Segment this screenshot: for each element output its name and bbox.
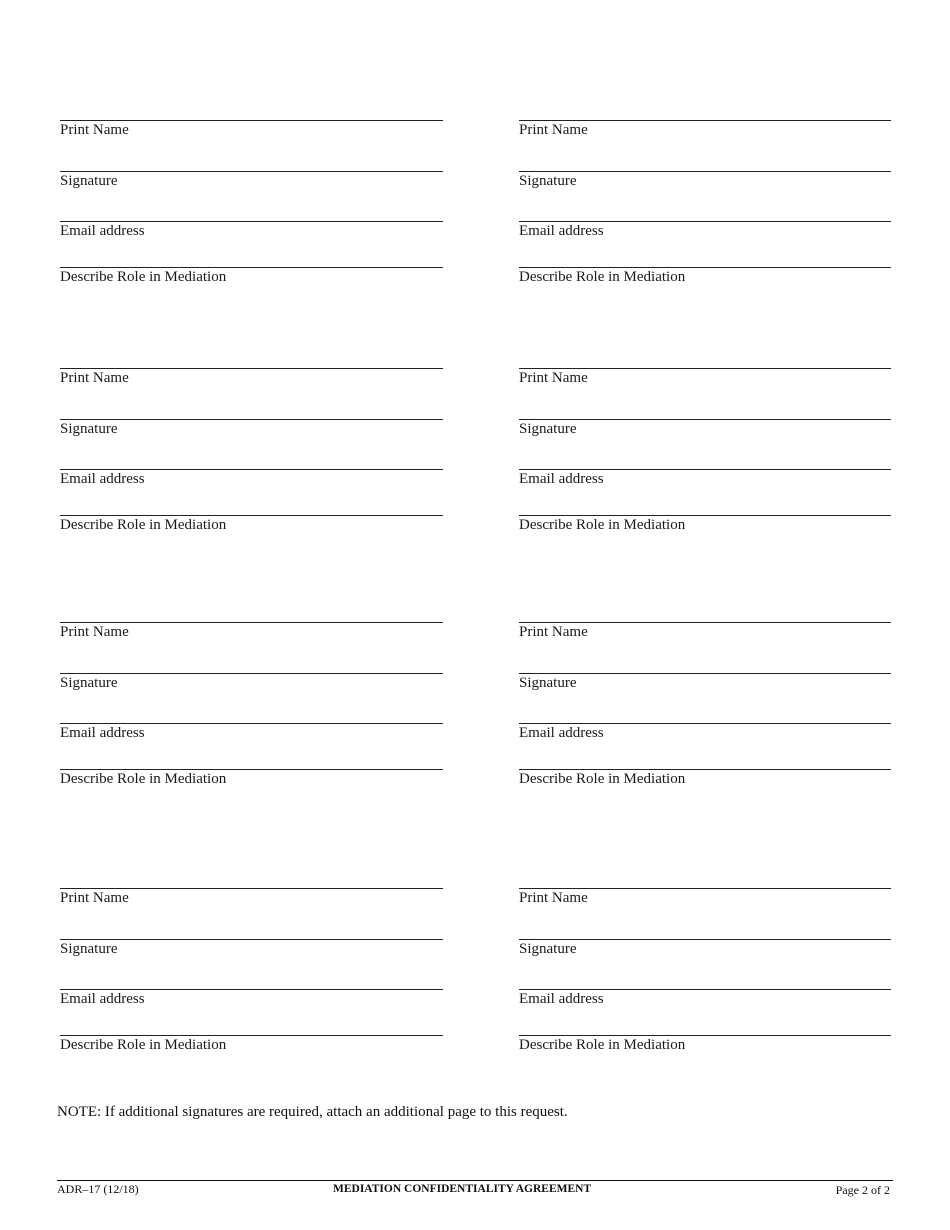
role-label: Describe Role in Mediation (60, 517, 227, 533)
print-name-label: Print Name (519, 624, 588, 640)
signature-line[interactable] (519, 419, 891, 437)
print-name-label: Print Name (519, 122, 588, 138)
role-label: Describe Role in Mediation (60, 1037, 227, 1053)
role-line[interactable] (60, 769, 443, 787)
email-label: Email address (60, 223, 145, 239)
email-line[interactable] (60, 723, 443, 741)
signature-label: Signature (519, 675, 577, 691)
email-line[interactable] (519, 989, 891, 1007)
email-line[interactable] (519, 469, 891, 487)
email-label: Email address (519, 223, 604, 239)
footer-title: MEDIATION CONFIDENTIALITY AGREEMENT (333, 1183, 592, 1195)
signature-label: Signature (519, 421, 577, 437)
email-line[interactable] (60, 989, 443, 1007)
role-label: Describe Role in Mediation (519, 517, 686, 533)
signature-label: Signature (60, 173, 118, 189)
form-number: ADR–17 (12/18) (57, 1182, 139, 1196)
role-line[interactable] (60, 1035, 443, 1053)
print-name-line[interactable] (60, 622, 443, 640)
email-line[interactable] (60, 221, 443, 239)
role-line[interactable] (519, 515, 891, 533)
email-line[interactable] (519, 723, 891, 741)
signature-line[interactable] (519, 673, 891, 691)
signature-label: Signature (519, 173, 577, 189)
role-line[interactable] (519, 267, 891, 285)
role-label: Describe Role in Mediation (60, 771, 227, 787)
email-label: Email address (519, 725, 604, 741)
email-line[interactable] (60, 469, 443, 487)
email-label: Email address (60, 991, 145, 1007)
signature-line[interactable] (60, 673, 443, 691)
role-line[interactable] (60, 267, 443, 285)
signature-label: Signature (60, 941, 118, 957)
signature-line[interactable] (60, 419, 443, 437)
email-line[interactable] (519, 221, 891, 239)
email-label: Email address (60, 725, 145, 741)
print-name-line[interactable] (519, 888, 891, 906)
role-label: Describe Role in Mediation (60, 269, 227, 285)
print-name-line[interactable] (60, 120, 443, 138)
print-name-label: Print Name (519, 370, 588, 386)
signature-label: Signature (60, 675, 118, 691)
email-label: Email address (60, 471, 145, 487)
print-name-label: Print Name (519, 890, 588, 906)
print-name-line[interactable] (60, 368, 443, 386)
signature-line[interactable] (60, 171, 443, 189)
print-name-line[interactable] (60, 888, 443, 906)
role-label: Describe Role in Mediation (519, 1037, 686, 1053)
print-name-label: Print Name (60, 624, 129, 640)
signature-line[interactable] (519, 939, 891, 957)
signature-line[interactable] (60, 939, 443, 957)
additional-signatures-note: NOTE: If additional signatures are required, attach an additional page to this request. (57, 1104, 568, 1120)
signature-line[interactable] (519, 171, 891, 189)
signature-label: Signature (60, 421, 118, 437)
print-name-line[interactable] (519, 120, 891, 138)
print-name-line[interactable] (519, 368, 891, 386)
role-label: Describe Role in Mediation (519, 771, 686, 787)
print-name-label: Print Name (60, 122, 129, 138)
role-label: Describe Role in Mediation (519, 269, 686, 285)
print-name-label: Print Name (60, 890, 129, 906)
email-label: Email address (519, 471, 604, 487)
role-line[interactable] (519, 769, 891, 787)
email-label: Email address (519, 991, 604, 1007)
signature-label: Signature (519, 941, 577, 957)
role-line[interactable] (60, 515, 443, 533)
footer-divider (57, 1180, 893, 1181)
role-line[interactable] (519, 1035, 891, 1053)
print-name-label: Print Name (60, 370, 129, 386)
page-number: Page 2 of 2 (835, 1183, 890, 1197)
print-name-line[interactable] (519, 622, 891, 640)
